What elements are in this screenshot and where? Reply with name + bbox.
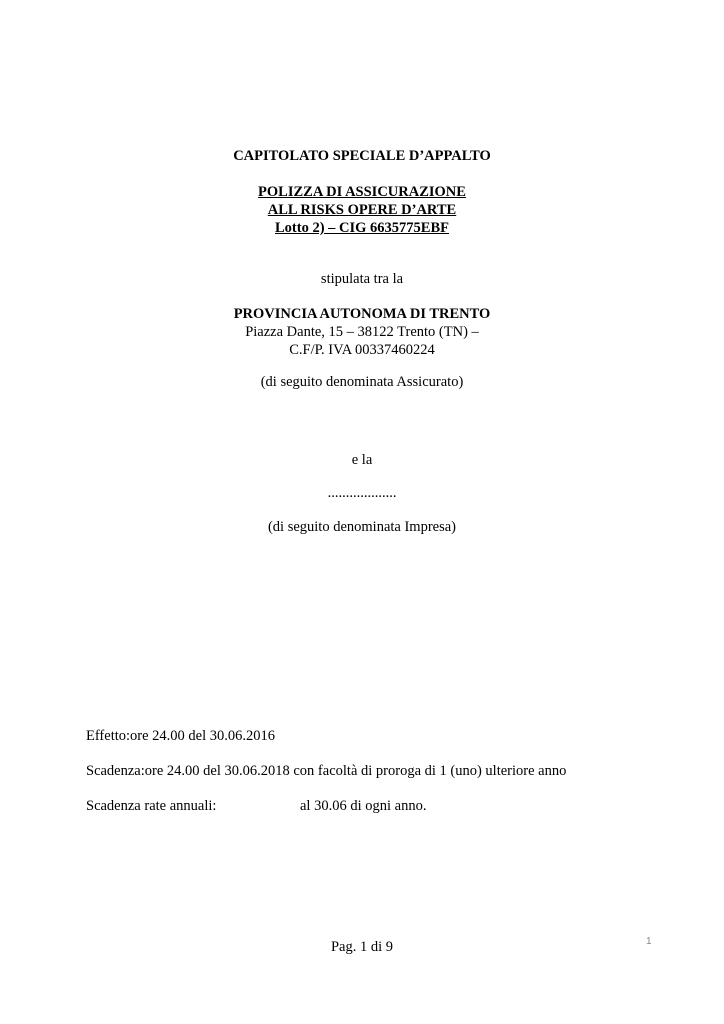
policy-title-line1: POLIZZA DI ASSICURAZIONE: [258, 184, 466, 200]
insured-name: PROVINCIA AUTONOMA DI TRENTO: [233, 306, 491, 322]
insured-address: Piazza Dante, 15 – 38122 Trento (TN) –: [245, 324, 479, 340]
company-denomination: (di seguito denominata Impresa): [267, 519, 457, 535]
insured-tax-id: C.F/P. IVA 00337460224: [289, 342, 435, 358]
expiry-date: Scadenza:ore 24.00 del 30.06.2018 con facoltà di proroga di 1 (uno) ulteriore anno: [86, 763, 567, 779]
installments-label: Scadenza rate annuali:: [86, 798, 217, 814]
and-connector: e la: [351, 452, 373, 468]
page-number-corner: 1: [646, 936, 652, 947]
installments-value: al 30.06 di ogni anno.: [300, 798, 427, 814]
policy-title-line2: ALL RISKS OPERE D’ARTE: [267, 202, 457, 218]
policy-title-line3: Lotto 2) – CIG 6635775EBF: [275, 220, 449, 236]
insured-denomination: (di seguito denominata Assicurato): [260, 374, 464, 390]
company-placeholder: ...................: [327, 485, 397, 501]
effect-date: Effetto:ore 24.00 del 30.06.2016: [86, 728, 276, 744]
stipulated-between: stipulata tra la: [320, 271, 404, 287]
page-footer: Pag. 1 di 9: [330, 939, 394, 955]
document-title: CAPITOLATO SPECIALE D’APPALTO: [233, 148, 491, 164]
